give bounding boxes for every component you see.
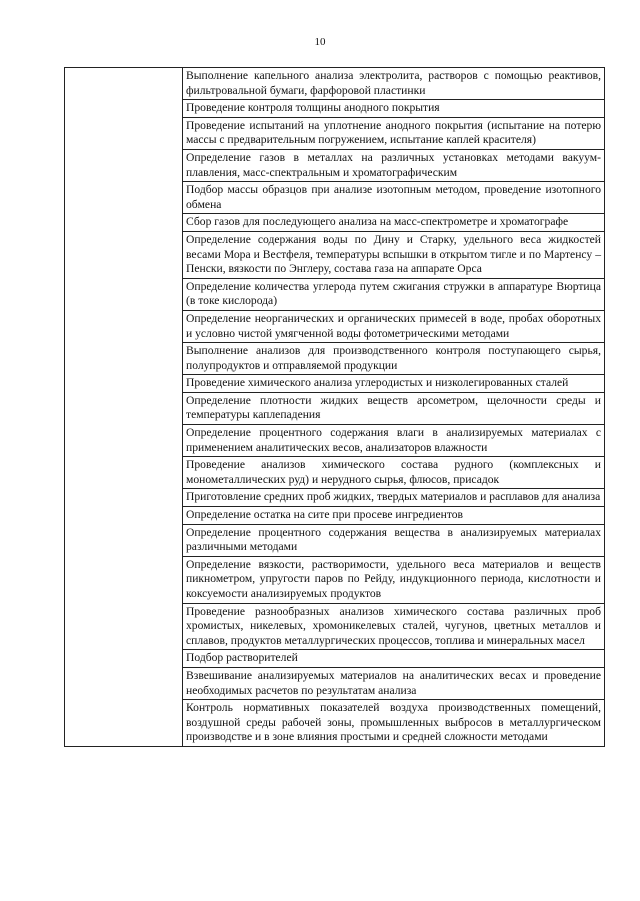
row-text-cell: [183, 310, 605, 342]
row-text: Определение вязкости, растворимости, удельного веса материалов и веществ пикнометром, упругости паров по Рейду, индукционного периода, кислотности и коксуемости анализируемых продуктов: [186, 557, 601, 600]
row-text: Определение газов в металлах на различных установках методами вакуум-плавления, масс-спектральным и хроматографическим: [186, 150, 601, 179]
row-text-cell: [183, 392, 605, 424]
row-text: Определение содержания воды по Дину и Старку, удельного веса жидкостей весами Мора и Вестфеля, температуры вспышки в открытом тигле и по Мартенсу – Пенски, вязкости по Энглеру, состава газа на аппарате Орса: [186, 232, 601, 276]
row-text-cell: [183, 603, 605, 650]
row-text-cell: [183, 100, 605, 118]
row-text-cell: [183, 231, 605, 278]
row-text-cell: [183, 425, 605, 457]
row-text-cell: [183, 457, 605, 489]
row-text: Сбор газов для последующего анализа на масс-спектрометре и хроматографе: [186, 215, 569, 229]
row-text-cell: [183, 182, 605, 214]
row-text-cell: [183, 278, 605, 310]
row-text-cell: [183, 650, 605, 668]
table-row: [65, 68, 605, 100]
row-text: Проведение анализов химического состава рудного (комплексных и монометаллических руд) и нерудного сырья, флюсов, присадок: [186, 458, 601, 486]
row-text-cell: [183, 117, 605, 149]
row-text: Определение процентного содержания влаги в анализируемых материалах с применением аналитических весов, анализаторов влажности: [186, 426, 601, 454]
row-text: Проведение испытаний на уплотнение анодного покрытия (испытание на потерю массы с предварительным погружением, испытание каплей красителя): [186, 118, 601, 147]
row-text: Проведение разнообразных анализов химического состава различных проб хромистых, никелевых, хромоникелевых сталей, чугунов, цветных металлов и сплавов, продуктов металлургических процессов, топлива и минеральных масел: [186, 604, 601, 647]
row-text: Определение неорганических и органических примесей в воде, пробах оборотных и условно чистой умягченной воды фотометрическими методами: [186, 311, 601, 340]
row-text: Приготовление средних проб жидких, твердых материалов и расплавов для анализа: [186, 490, 601, 504]
row-text: Подбор массы образцов при анализе изотопным методом, проведение изотопного обмена: [186, 183, 601, 211]
row-text-cell: [183, 524, 605, 556]
row-text-cell: [183, 489, 605, 507]
row-text: Определение плотности жидких веществ арсометром, щелочности среды и температуры каплепадения: [186, 393, 601, 422]
row-text: Выполнение капельного анализа электролита, растворов с помощью реактивов, фильтровальной бумаги, фарфоровой пластинки: [186, 69, 601, 97]
row-text: Подбор растворителей: [186, 651, 298, 665]
table-body: [65, 68, 605, 747]
row-text-cell: [183, 375, 605, 393]
row-text: Взвешивание анализируемых материалов на аналитических весах и проведение необходимых расчетов по результатам анализа: [186, 668, 601, 697]
row-text: Контроль нормативных показателей воздуха производственных помещений, воздушной среды рабочей зоны, промышленных выбросов в металлургическом производстве и в зоне влияния простыми и средней сложности методами: [186, 701, 601, 744]
left-column-cell: [65, 68, 183, 747]
row-text: Определение процентного содержания вещества в анализируемых материалах различными методами: [186, 525, 601, 554]
row-text-cell: [183, 343, 605, 375]
row-text: Определение остатка на сите при просеве ингредиентов: [186, 508, 464, 522]
row-text: Проведение контроля толщины анодного покрытия: [186, 101, 440, 115]
row-text: Выполнение анализов для производственного контроля поступающего сырья, полупродуктов и отправляемой продукции: [186, 344, 601, 372]
row-text-cell: [183, 68, 605, 100]
row-text-cell: [183, 214, 605, 232]
row-text-cell: [183, 507, 605, 525]
labor-functions-table: [64, 67, 605, 747]
row-text-cell: [183, 149, 605, 181]
row-text-cell: [183, 667, 605, 699]
row-text-cell: [183, 700, 605, 747]
row-text: Проведение химического анализа углеродистых и низколегированных сталей: [186, 376, 569, 390]
page-number: 10: [314, 36, 326, 48]
row-text: Определение количества углерода путем сжигания стружки в аппаратуре Вюртица (в токе кислорода): [186, 279, 601, 308]
row-text-cell: [183, 556, 605, 603]
